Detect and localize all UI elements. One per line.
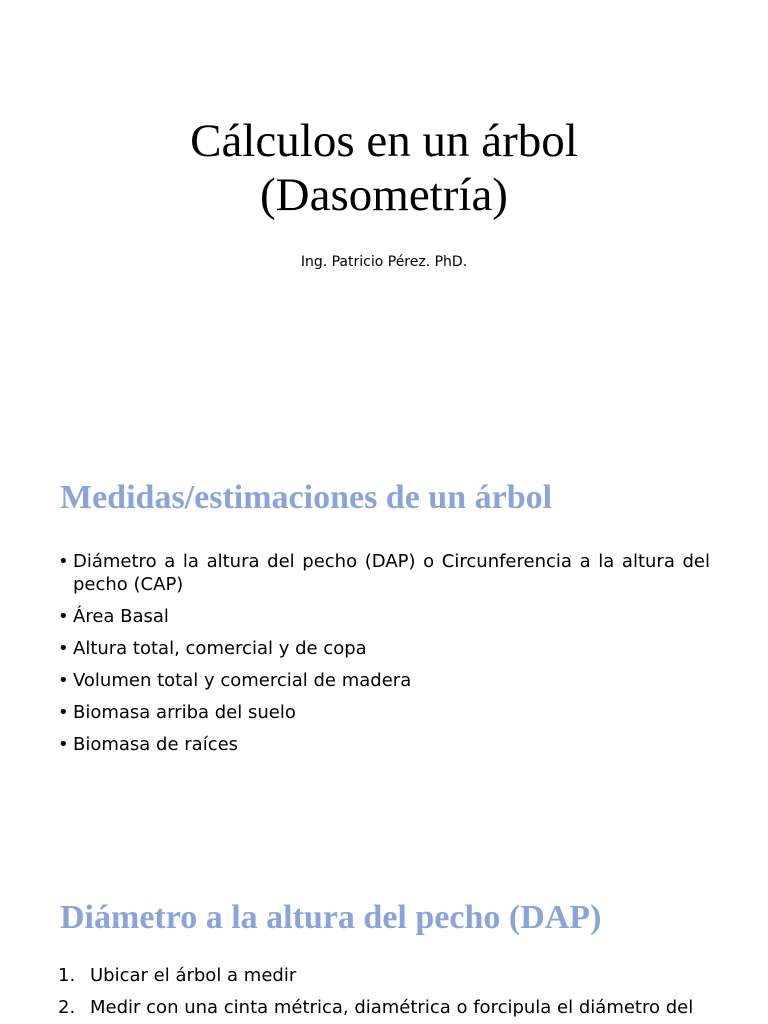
list-item-text: Volumen total y comercial de madera: [73, 670, 412, 691]
list-item: [58, 550, 710, 596]
bullet-icon: •: [58, 606, 69, 627]
dap-heading: Diámetro a la altura del pecho (DAP): [60, 899, 602, 936]
list-item-text: Área Basal: [73, 606, 169, 627]
bullet-icon: •: [58, 734, 69, 755]
list-item: [58, 605, 710, 628]
step-item: [58, 996, 710, 1019]
medidas-list: [58, 550, 710, 765]
step-text: Ubicar el árbol a medir: [90, 965, 297, 986]
medidas-heading: Medidas/estimaciones de un árbol: [60, 479, 553, 516]
list-item: [58, 669, 710, 692]
cover-title-line-2: (Dasometría): [260, 169, 508, 221]
list-item: [58, 701, 710, 724]
list-item: [58, 637, 710, 660]
step-text: Medir con una cinta métrica, diamétrica o forcipula el diámetro del: [90, 997, 694, 1018]
bullet-icon: •: [58, 702, 69, 723]
bullet-icon: •: [58, 551, 69, 572]
bullet-icon: •: [58, 670, 69, 691]
dap-steps: [58, 964, 710, 1024]
step-number: 2.: [58, 997, 76, 1018]
list-item-text: Diámetro a la altura del pecho (DAP) o Circunferencia a la altura del pecho (CAP): [73, 551, 710, 595]
list-item-text: Biomasa de raíces: [73, 734, 239, 755]
list-item-text: Altura total, comercial y de copa: [73, 638, 367, 659]
cover-title-line-1: Cálculos en un árbol: [190, 115, 578, 167]
list-item-text: Biomasa arriba del suelo: [73, 702, 296, 723]
list-item: [58, 733, 710, 756]
step-item: [58, 964, 710, 987]
bullet-icon: •: [58, 638, 69, 659]
cover-title: [0, 114, 768, 222]
step-number: 1.: [58, 965, 76, 986]
cover-author: Ing. Patricio Pérez. PhD.: [300, 254, 468, 270]
